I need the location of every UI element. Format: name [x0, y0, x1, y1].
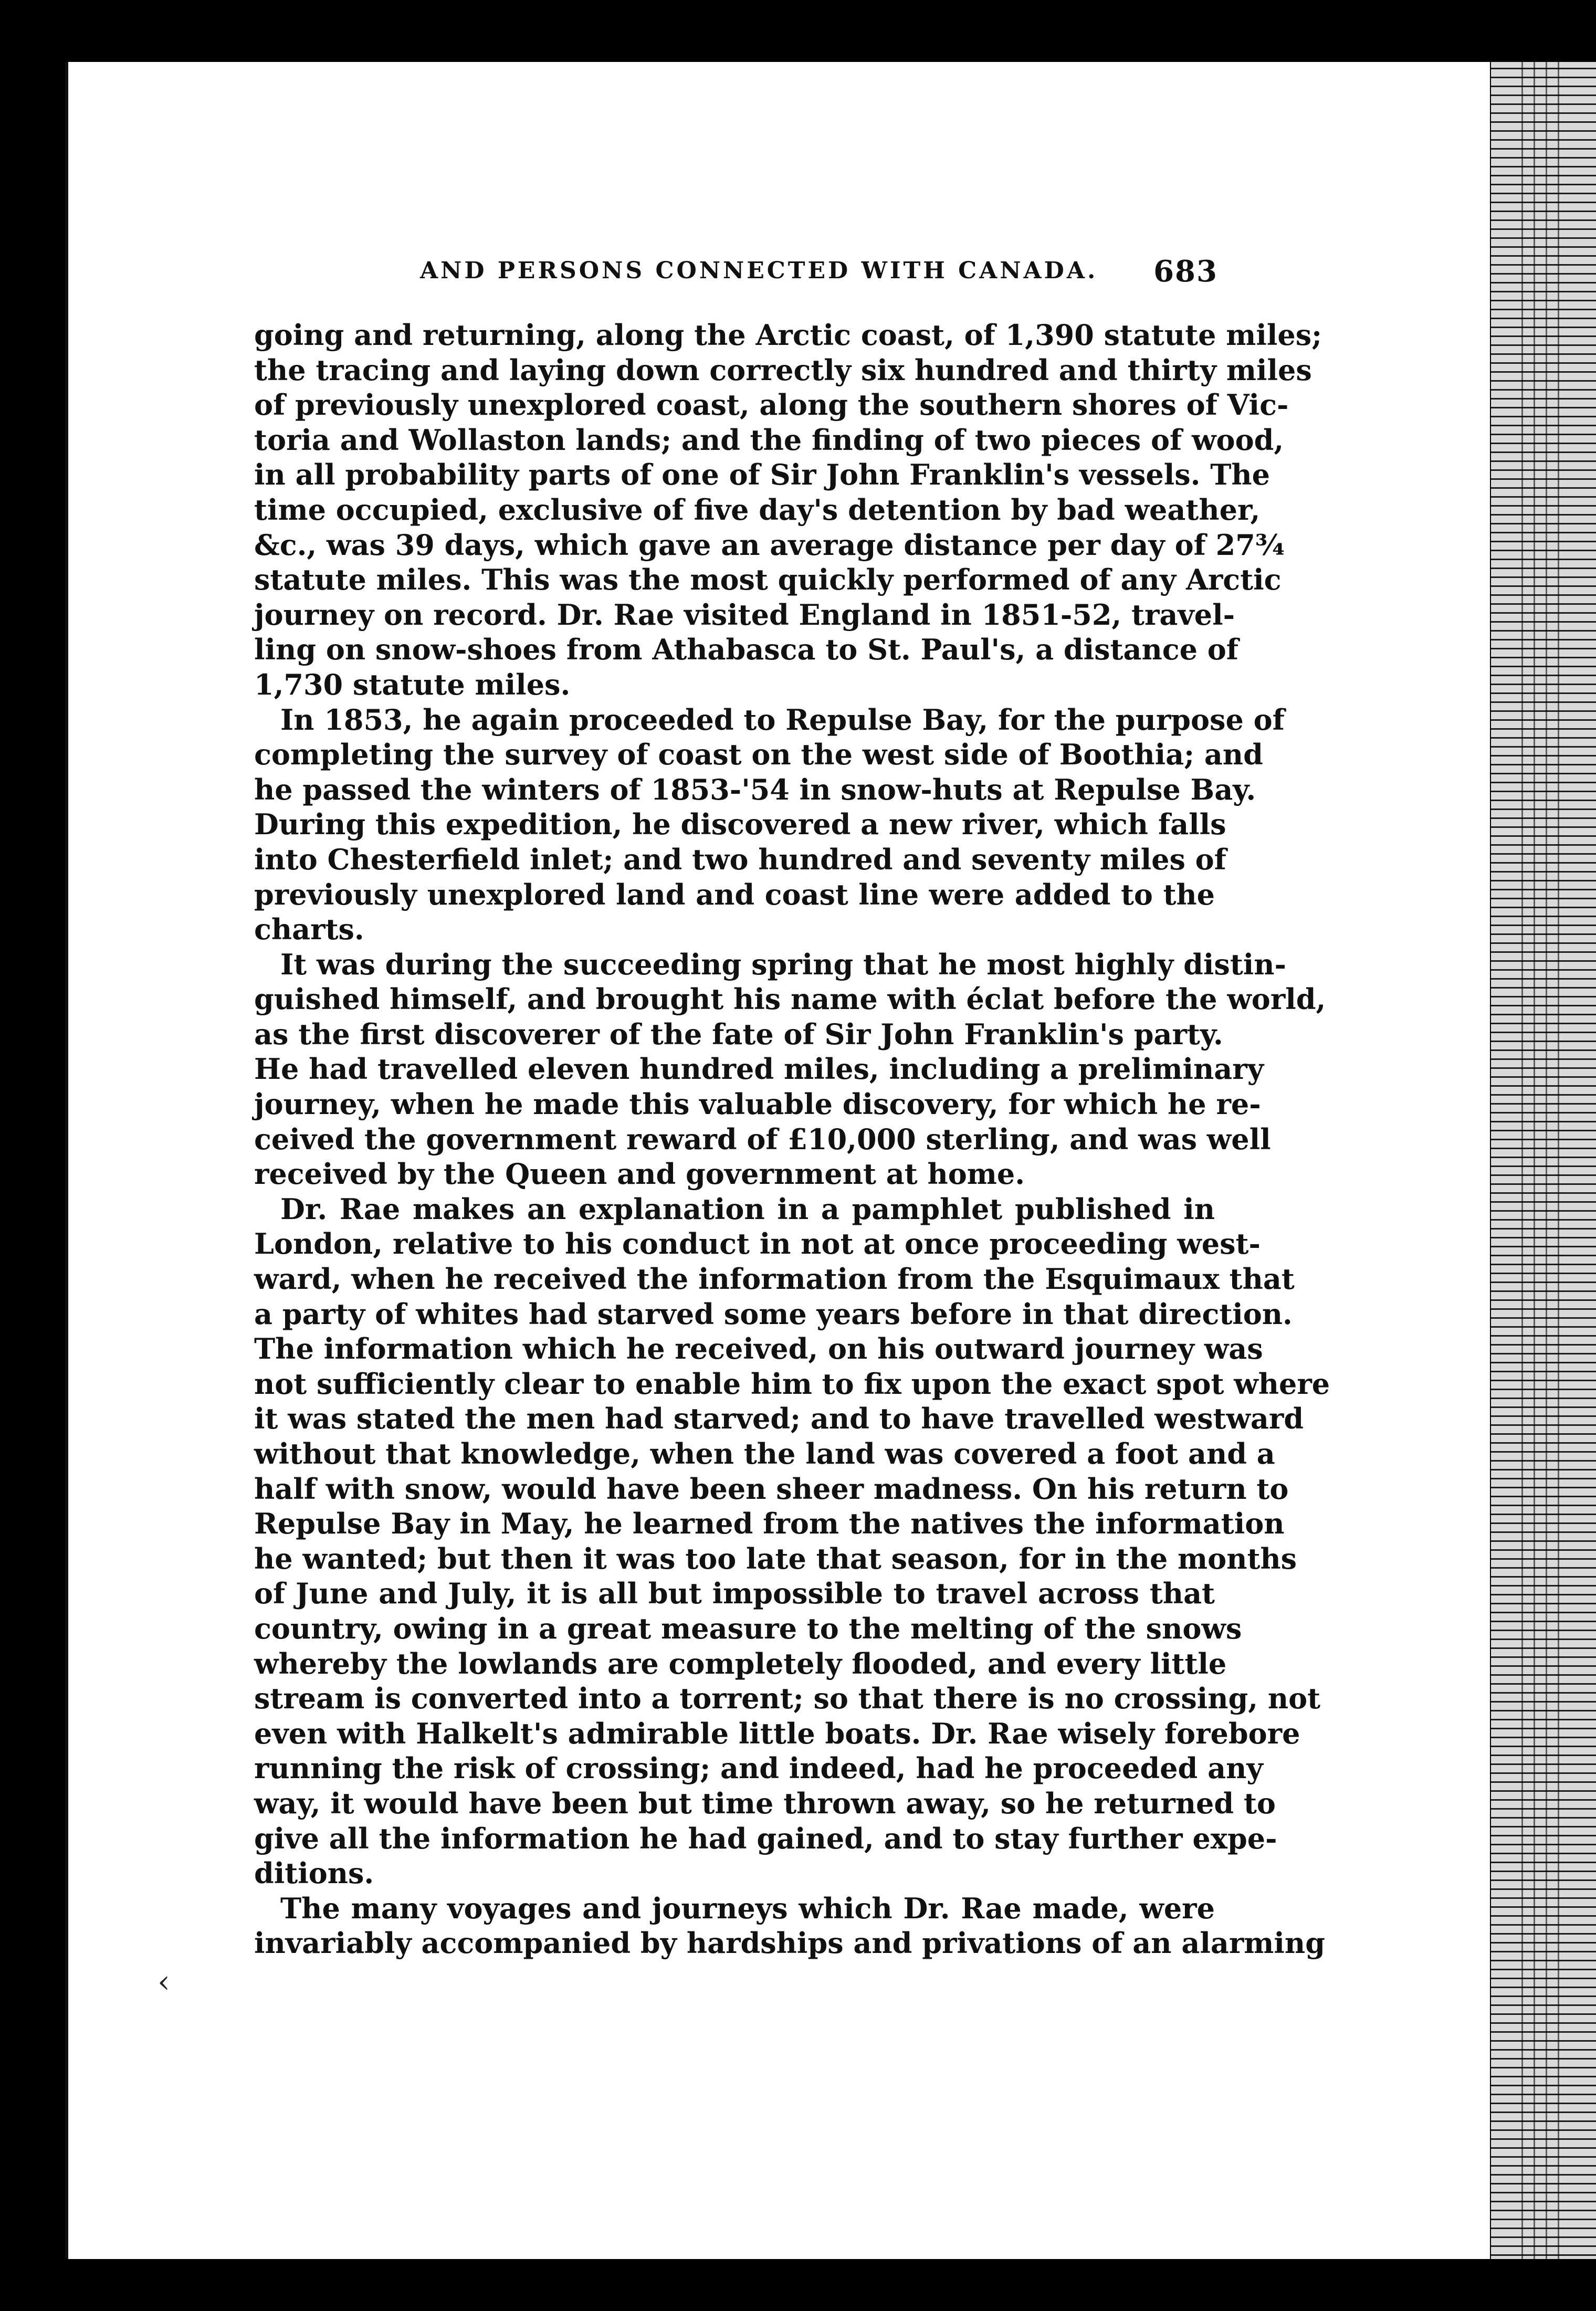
text-line: He had travelled eleven hundred miles, including a preliminary [254, 1052, 1264, 1086]
text-line: into Chesterfield inlet; and two hundred and seventy miles of [254, 842, 1226, 876]
margin-pencil-mark: ‹ [158, 1963, 170, 2000]
text-line: whereby the lowlands are completely flooded, and every little [254, 1646, 1227, 1680]
page-header [420, 254, 1218, 299]
text-line: he wanted; but then it was too late that season, for in the months [254, 1541, 1297, 1575]
text-line: not sufficiently clear to enable him to fix upon the exact spot where [254, 1367, 1330, 1401]
page-number: 683 [1153, 254, 1218, 289]
text-line: as the first discoverer of the fate of Sir John Franklin's party. [254, 1017, 1223, 1051]
left-margin-band [68, 62, 93, 2259]
text-line: received by the Queen and government at home. [254, 1157, 1025, 1191]
text-line: charts. [254, 912, 364, 947]
text-line: The many voyages and journeys which Dr. Rae made, were [280, 1891, 1215, 1925]
text-line: ling on snow-shoes from Athabasca to St. Paul's, a distance of [254, 633, 1239, 667]
text-line: country, owing in a great measure to the melting of the snows [254, 1611, 1242, 1645]
text-line: ditions. [254, 1856, 374, 1890]
body-text [254, 318, 1330, 1961]
text-line: London, relative to his conduct in not at once proceeding west- [254, 1227, 1261, 1261]
text-line: It was during the succeeding spring that he most highly distin- [280, 947, 1286, 981]
text-line: In 1853, he again proceeded to Repulse Bay, for the purpose of [280, 702, 1285, 737]
text-line: going and returning, along the Arctic coast, of 1,390 statute miles; [254, 318, 1322, 352]
text-line: in all probability parts of one of Sir John Franklin's vessels. The [254, 458, 1270, 492]
text-line: completing the survey of coast on the west side of Boothia; and [254, 738, 1263, 772]
text-line: previously unexplored land and coast line were added to the [254, 877, 1215, 911]
text-line: even with Halkelt's admirable little boats. Dr. Rae wisely forebore [254, 1716, 1300, 1750]
text-line: ceived the government reward of £10,000 sterling, and was well [254, 1122, 1271, 1156]
text-line: Dr. Rae makes an explanation in a pamphlet published in [280, 1192, 1215, 1226]
text-line: guished himself, and brought his name with éclat before the world, [254, 982, 1326, 1016]
text-line: of previously unexplored coast, along the southern shores of Vic- [254, 388, 1289, 422]
running-head: AND PERSONS CONNECTED WITH CANADA. [420, 257, 1098, 284]
text-line: half with snow, would have been sheer madness. On his return to [254, 1472, 1289, 1506]
page-edge-texture-overlay [1517, 62, 1564, 2259]
text-line: toria and Wollaston lands; and the finding of two pieces of wood, [254, 423, 1284, 457]
text-line: invariably accompanied by hardships and privations of an alarming [254, 1926, 1325, 1960]
text-line: the tracing and laying down correctly six hundred and thirty miles [254, 353, 1312, 387]
text-line: 1,730 statute miles. [254, 667, 571, 701]
text-line: time occupied, exclusive of five day's detention by bad weather, [254, 492, 1261, 527]
text-line: running the risk of crossing; and indeed, had he proceeded any [254, 1751, 1263, 1785]
text-line: The information which he received, on his outward journey was [254, 1332, 1263, 1366]
text-line: of June and July, it is all but impossible to travel across that [254, 1577, 1215, 1611]
text-line: stream is converted into a torrent; so that there is no crossing, not [254, 1682, 1321, 1716]
text-line: it was stated the men had starved; and to have travelled westward [254, 1402, 1304, 1436]
text-line: a party of whites had starved some years before in that direction. [254, 1297, 1293, 1331]
text-line: statute miles. This was the most quickly performed of any Arctic [254, 563, 1282, 597]
text-line: give all the information he had gained, and to stay further expe- [254, 1821, 1277, 1855]
text-line: &c., was 39 days, which gave an average distance per day of 27¾ [254, 528, 1285, 562]
text-line: journey, when he made this valuable discovery, for which he re- [254, 1087, 1261, 1121]
text-line: without that knowledge, when the land was covered a foot and a [254, 1437, 1275, 1470]
text-line: way, it would have been but time thrown away, so he returned to [254, 1786, 1276, 1820]
text-line: he passed the winters of 1853-'54 in snow-huts at Repulse Bay. [254, 772, 1256, 806]
text-line: During this expedition, he discovered a new river, which falls [254, 807, 1226, 842]
text-line: Repulse Bay in May, he learned from the natives the information [254, 1507, 1285, 1541]
text-line: ward, when he received the information from the Esquimaux that [254, 1262, 1295, 1296]
text-line: journey on record. Dr. Rae visited England in 1851-52, travel- [254, 597, 1235, 632]
